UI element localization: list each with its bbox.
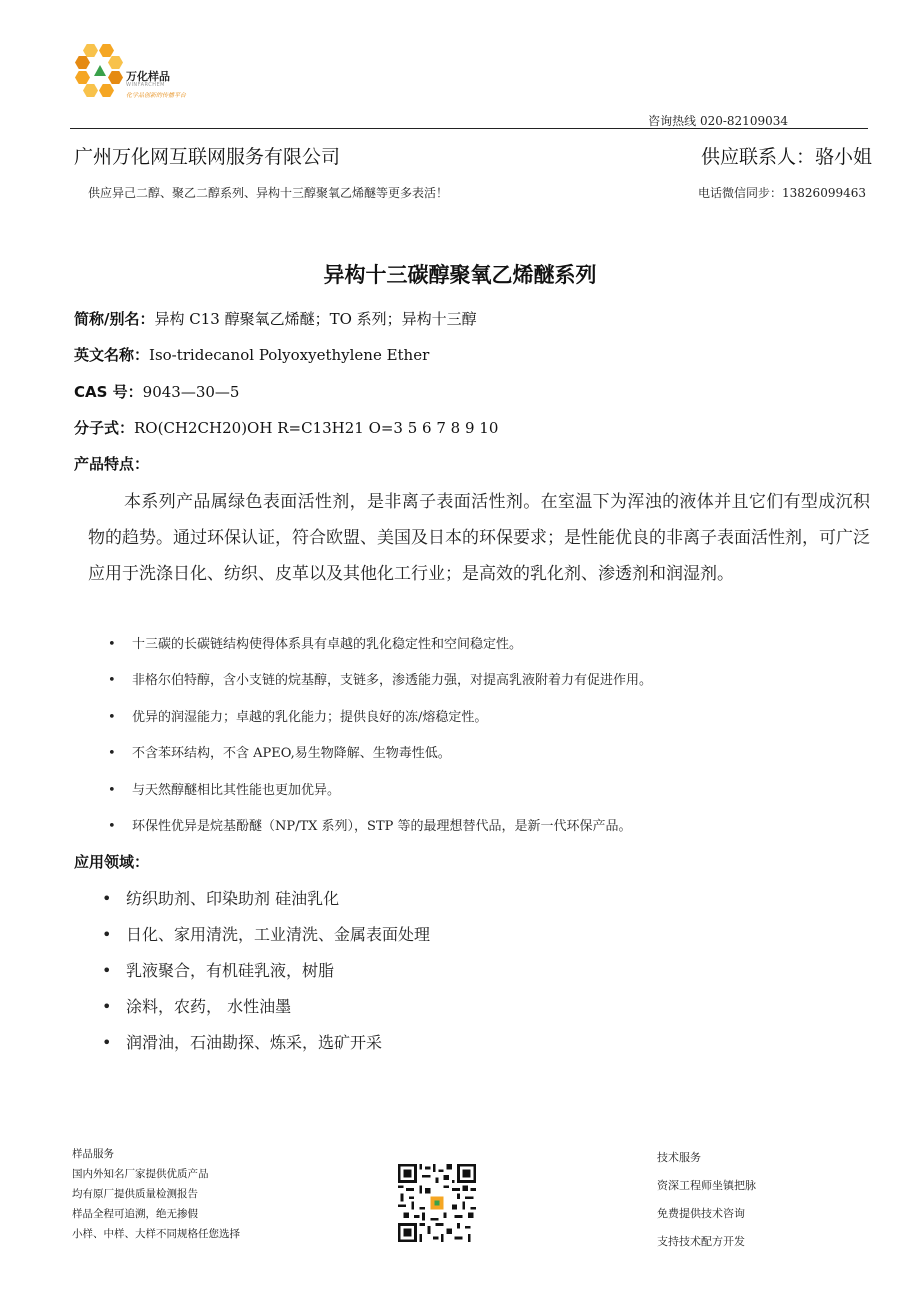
- list-item: • 纺织助剂、印染助剂 硅油乳化: [102, 889, 340, 908]
- bullet-icon: •: [102, 1033, 112, 1052]
- list-item: • 润滑油，石油勘探、炼采，选矿开采: [102, 1033, 383, 1052]
- footer-line: 小样、中样、大样不同规格任您选择: [72, 1228, 240, 1240]
- list-item: • 十三碳的长碳链结构使得体系具有卓越的乳化稳定性和空间稳定性。: [108, 637, 523, 652]
- list-item: • 不含苯环结构，不含 APEO,易生物降解、生物毒性低。: [108, 746, 451, 761]
- bullet-icon: •: [108, 673, 116, 688]
- features-heading: 产品特点：: [74, 455, 150, 473]
- field-label: 分子式：: [74, 419, 135, 437]
- bullet-icon: •: [102, 997, 112, 1016]
- footer-line: 样品服务: [72, 1148, 114, 1160]
- field-label: 英文名称：: [74, 346, 150, 364]
- bullet-icon: •: [108, 746, 116, 761]
- field-value: 异构 C13 醇聚氧乙烯醚；TO 系列；异构十三醇: [154, 310, 477, 328]
- applications-heading: 应用领域：: [74, 853, 150, 871]
- tech-service-info: [657, 1144, 756, 1256]
- footer-line: 均有原厂提供质量检测报告: [72, 1188, 198, 1200]
- footer-line: 国内外知名厂家提供优质产品: [72, 1168, 209, 1180]
- list-item: • 涂料，农药， 水性油墨: [102, 997, 292, 1016]
- header-divider: [70, 128, 868, 129]
- field-cas: [74, 381, 239, 402]
- footer-line: 技术服务: [657, 1151, 701, 1164]
- phone-number: 电话微信同步：13826099463: [698, 186, 866, 200]
- field-value: 9043—30—5: [142, 383, 240, 401]
- company-name: 广州万化网互联网服务有限公司: [74, 146, 341, 168]
- field-value: Iso-tridecanol Polyoxyethylene Ether: [149, 346, 430, 364]
- field-value: RO(CH2CH20)OH R=C13H21 O=3 5 6 7 8 9 10: [134, 419, 499, 437]
- field-alias: [74, 308, 477, 329]
- footer-line: 资深工程师坐镇把脉: [657, 1179, 756, 1192]
- contact-person: 供应联系人：骆小姐: [700, 146, 872, 168]
- list-item: • 优异的润湿能力；卓越的乳化能力；提供良好的冻/熔稳定性。: [108, 710, 488, 725]
- supply-note: 供应异己二醇、聚乙二醇系列、异构十三醇聚氧乙烯醚等更多表活！: [88, 186, 449, 200]
- bullet-icon: •: [108, 710, 116, 725]
- logo-name: 万化样品: [126, 70, 170, 83]
- field-label: CAS 号：: [74, 383, 143, 401]
- logo-english: WINFARCHEM: [126, 82, 165, 88]
- features-paragraph: 本系列产品属绿色表面活性剂，是非离子表面活性剂。在室温下为浑浊的液体并且它们有型成沉积物的趋势。通过环保认证，符合欧盟、美国及日本的环保要求；是性能优良的非离子表面活性剂，可广泛应用于洗涤日化、纺织、皮革以及其他化工行业；是高效的乳化剂、渗透剂和润湿剂。: [88, 492, 870, 584]
- logo-slogan: 化学品创新的传播平台: [126, 92, 187, 99]
- footer-line: 支持技术配方开发: [657, 1235, 745, 1248]
- field-label: 简称/别名：: [74, 310, 155, 328]
- bullet-icon: •: [108, 637, 116, 652]
- sample-service-info: [72, 1144, 240, 1244]
- company-logo: [74, 44, 204, 104]
- list-item: • 非格尔伯特醇，含小支链的烷基醇，支链多，渗透能力强，对提高乳液附着力有促进作用。: [108, 673, 653, 688]
- bullet-icon: •: [108, 783, 116, 798]
- hotline: 咨询热线 020-82109034: [648, 114, 788, 128]
- list-item: • 乳液聚合，有机硅乳液，树脂: [102, 961, 335, 980]
- bullet-icon: •: [102, 925, 112, 944]
- honeycomb-logo-icon: [74, 44, 126, 100]
- page-title: 异构十三碳醇聚氧乙烯醚系列: [323, 263, 597, 287]
- list-item: • 环保性优异是烷基酚醚（NP/TX 系列），STP 等的最理想替代品，是新一代环保产品。: [108, 819, 632, 834]
- bullet-icon: •: [108, 819, 116, 834]
- list-item: • 日化、家用清洗，工业清洗、金属表面处理: [102, 925, 431, 944]
- footer-line: 免费提供技术咨询: [657, 1207, 745, 1220]
- qr-code-icon: [398, 1164, 476, 1242]
- field-english-name: [74, 344, 429, 365]
- footer-line: 样品全程可追溯，绝无掺假: [72, 1208, 198, 1220]
- bullet-icon: •: [102, 961, 112, 980]
- bullet-icon: •: [102, 889, 112, 908]
- list-item: • 与天然醇醚相比其性能也更加优异。: [108, 783, 341, 798]
- field-formula: [74, 417, 498, 438]
